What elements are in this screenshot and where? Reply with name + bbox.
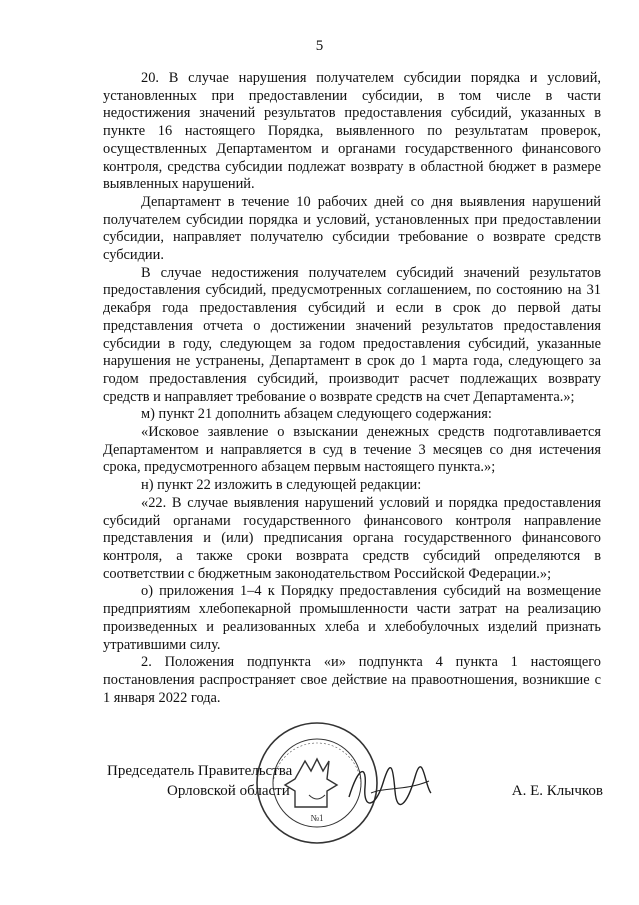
paragraph-2: 2. Положения подпункта «и» подпункта 4 пункта 1 настоящего постановления распространяет свое действие на правоотношения, возникшие с 1 января 2022 года. — [103, 654, 601, 706]
signatory-name: А. Е. Клычков — [511, 783, 603, 799]
quote-lawsuit: «Исковое заявление о взыскании денежных средств подготавливается Департаментом и направляется в суд в течение 3 месяцев со дня истечения срока, предусмотренного абзацем первым настоящего пункта.»; — [103, 424, 601, 476]
signature-block — [0, 763, 639, 883]
page-number: 5 — [315, 38, 324, 54]
signatory-region: Орловской области — [167, 783, 290, 799]
paragraph-nonachievement: В случае недостижения получателем субсидий значений результатов предоставления субсидий, предусмотренных соглашением, по состоянию на 31 декабря года предоставления субсидий и если в срок до первой даты представления отчета о достижении значений результатов предоставления субсидии в году, следующем за годом предоставления субсидий, указанные нарушения не устранены, Департамент в срок до 1 марта года, следующего за годом предоставления субсидий, производит расчет подлежащих возврату средств и направляет требование о возврате средств на счет Департамента.»; — [103, 264, 601, 405]
subpoint-n: н) пункт 22 изложить в следующей редакции: — [141, 477, 422, 494]
quote-point-22: «22. В случае выявления нарушений условий и порядка предоставления субсидий органами государственного финансового контроля направление представления и (или) предписания органа государственного финансового контроля, а также сроки возврата средств субсидий определяются в соответствии с бюджетным законодательством Российской Федерации.»; — [103, 494, 601, 582]
document-body — [103, 70, 601, 707]
svg-text:№1: №1 — [310, 813, 324, 823]
subpoint-o: о) приложения 1–4 к Порядку предоставления субсидий на возмещение предприятиям хлебопекарной промышленности части затрат на реализацию произведенных и реализованных хлеба и хлебобулочных изделий признать утратившими силу. — [103, 583, 601, 653]
subpoint-m: м) пункт 21 дополнить абзацем следующего содержания: — [141, 406, 492, 423]
paragraph-20: 20. В случае нарушения получателем субсидии порядка и условий, установленных при предоставлении субсидии, в том числе в части недостижения значений результатов предоставления субсидий, указанных в пункте 16 настоящего Порядка, выявленного по результатам проверок, осуществленных Департаментом и органами государственного финансового контроля, средства субсидии подлежат возврату в областной бюджет в размере выявленных нарушений. — [103, 70, 601, 193]
paragraph-department-deadline: Департамент в течение 10 рабочих дней со дня выявления нарушений получателем субсидии порядка и условий, установленных при предоставлении субсидии, направляет получателю субсидии требование о возврате средств субсидии. — [103, 193, 601, 264]
signatory-position: Председатель Правительства — [107, 763, 293, 779]
handwritten-signature-icon — [345, 757, 435, 813]
